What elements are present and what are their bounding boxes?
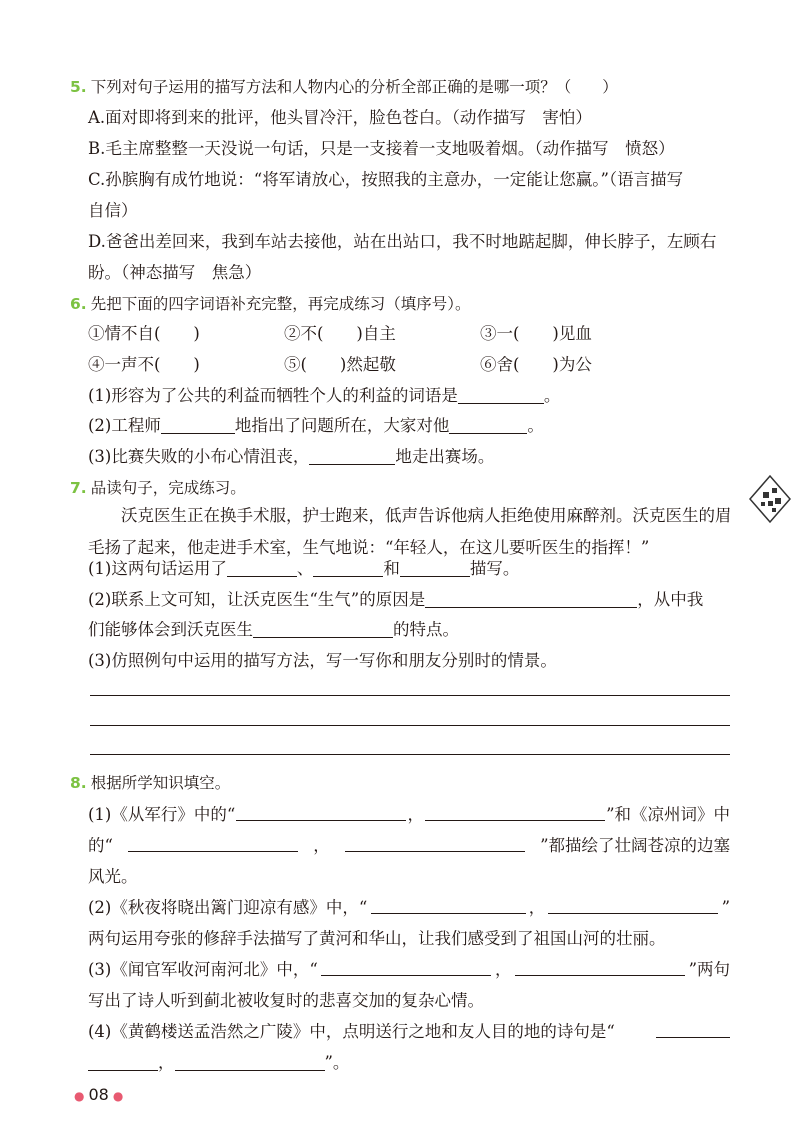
- q7-sub1-end: 描写。: [469, 559, 520, 578]
- q7-sub2-text2: 们能够体会到沃克医生: [88, 620, 253, 639]
- q8-sub1-sep2: ，: [313, 836, 330, 855]
- q7-sub1-sep1: 、: [296, 559, 314, 578]
- q6-option-4: ④一声不( ): [88, 355, 200, 374]
- q5-stem: [70, 75, 618, 99]
- answer-blank[interactable]: [128, 834, 298, 852]
- q6-stem-text: 先把下面的四字词语补充完整，再完成练习（填序号）。: [90, 295, 471, 313]
- q6-sub2-end: 。: [527, 416, 544, 435]
- q7-sub1-text: (1)这两句话运用了: [88, 559, 227, 578]
- answer-blank[interactable]: [371, 896, 526, 914]
- q6-option-2: ②不( )自主: [284, 324, 396, 343]
- q5-option-c-line1: C.孙膑胸有成竹地说：“将军请放心，按照我的主意办，一定能让您赢。”（语言描写: [88, 170, 684, 189]
- q5-option-d-line2: 盼。（神态描写 焦急）: [88, 263, 262, 282]
- q8-sub1-end: ”都描绘了壮阔苍凉的边塞: [540, 836, 730, 855]
- q8-stem: [70, 771, 230, 795]
- q7-sub1: [88, 557, 519, 581]
- answer-blank[interactable]: [449, 416, 527, 434]
- q8-sub3-sep: ，: [494, 960, 512, 979]
- q7-sub2-end: 的特点。: [393, 620, 459, 639]
- answer-blank[interactable]: [321, 958, 491, 976]
- q6-sub3-end: 地走出赛场。: [395, 447, 495, 466]
- q7-stem: [70, 476, 246, 500]
- q6-number: 6.: [70, 295, 87, 313]
- answer-blank[interactable]: [425, 590, 637, 608]
- answer-blank[interactable]: [227, 559, 297, 577]
- qr-code-icon: [748, 474, 792, 524]
- q8-sub1-text2: 的“: [88, 836, 113, 855]
- q5-option-b: B.毛主席整整一天没说一句话，只是一支接着一支地吸着烟。（动作描写 愤怒）: [88, 139, 675, 158]
- q5-option-d-line1: D.爸爸出差回来，我到车站去接他，站在出站口，我不时地踮起脚，伸长脖子，左顾右: [88, 232, 717, 251]
- q6-sub1-text: (1)形容为了公共的利益而牺牲个人的利益的词语是: [88, 386, 458, 405]
- q8-sub2-sep: ，: [528, 898, 546, 917]
- answer-blank[interactable]: [425, 803, 605, 821]
- answer-blank[interactable]: [400, 559, 470, 577]
- q7-stem-text: 品读句子，完成练习。: [90, 479, 246, 497]
- q8-sub3-text: (3)《闻官军收河南河北》中，“: [88, 960, 318, 979]
- q6-sub2-text: (2)工程师: [88, 416, 161, 435]
- answer-blank[interactable]: [345, 834, 525, 852]
- q7-passage: 沃克医生正在换手术服，护士跑来，低声告诉他病人拒绝使用麻醉剂。沃克医生的眉毛扬了起来，他走进手术室，生气地说：“年轻人，在这儿要听医生的指挥！”: [88, 506, 732, 557]
- q8-sub2-line1: [88, 896, 730, 920]
- q8-sub2-quote: ”: [721, 898, 730, 917]
- q6-option-5: ⑤( )然起敬: [284, 355, 396, 374]
- q6-options-row2: [88, 353, 676, 377]
- q5-number: 5.: [70, 78, 87, 96]
- q7-number: 7.: [70, 479, 87, 497]
- q5-option-a: A.面对即将到来的批评，他头冒冷汗，脸色苍白。（动作描写 害怕）: [88, 108, 592, 127]
- answer-blank[interactable]: [253, 620, 393, 638]
- q8-sub4-end: ”。: [324, 1053, 350, 1072]
- q7-sub2-mid: ，从中我: [637, 590, 704, 609]
- writing-line[interactable]: [90, 725, 730, 726]
- writing-line[interactable]: [90, 695, 730, 696]
- q8-number: 8.: [70, 774, 87, 792]
- q8-sub3-line1: [88, 958, 730, 982]
- q5-option-c-line2: 自信）: [88, 201, 138, 220]
- q8-sub1-line1: [88, 803, 730, 827]
- q7-sub2-line2: [88, 618, 459, 642]
- answer-blank[interactable]: [656, 1020, 730, 1038]
- q6-sub3: [88, 445, 494, 469]
- answer-blank[interactable]: [161, 416, 235, 434]
- q7-sub2-line1: [88, 588, 703, 612]
- q6-option-1: ①情不自( ): [88, 324, 200, 343]
- q8-sub4-line2: [88, 1051, 349, 1075]
- page-number-text: 08: [88, 1085, 109, 1104]
- q8-sub1-text: (1)《从军行》中的“: [88, 805, 236, 824]
- writing-line[interactable]: [90, 754, 730, 755]
- q8-stem-text: 根据所学知识填空。: [90, 774, 231, 792]
- q8-sub1-line2: [88, 834, 730, 858]
- answer-blank[interactable]: [175, 1053, 325, 1071]
- q8-sub4-sep: ，: [158, 1053, 175, 1072]
- answer-blank[interactable]: [548, 896, 718, 914]
- answer-blank[interactable]: [88, 1053, 158, 1071]
- answer-blank[interactable]: [309, 447, 395, 465]
- answer-blank[interactable]: [515, 958, 685, 976]
- answer-blank[interactable]: [458, 386, 544, 404]
- dot-icon: ●: [112, 1089, 124, 1103]
- q8-sub1-sep: ，: [407, 805, 424, 824]
- q6-stem: [70, 292, 470, 316]
- answer-blank[interactable]: [236, 803, 406, 821]
- q7-sub3: (3)仿照例句中运用的描写方法，写一写你和朋友分别时的情景。: [88, 651, 557, 670]
- q8-sub1-mid: ”和《凉州词》中: [606, 805, 730, 824]
- q8-sub2-line2: 两句运用夸张的修辞手法描写了黄河和华山，让我们感受到了祖国山河的壮丽。: [88, 929, 666, 948]
- q6-sub1: [88, 384, 560, 408]
- q6-sub1-end: 。: [543, 386, 561, 405]
- q7-sub2-text: (2)联系上文可知，让沃克医生“生气”的原因是: [88, 590, 426, 609]
- dot-icon: ●: [74, 1089, 85, 1103]
- page-number: [70, 1085, 127, 1104]
- q8-sub4-line1: [88, 1020, 730, 1044]
- answer-blank[interactable]: [313, 559, 383, 577]
- q6-sub2-mid: 地指出了问题所在，大家对他: [234, 416, 450, 435]
- q8-sub3-end: ”两句: [688, 960, 730, 979]
- q6-options-row1: [88, 322, 676, 346]
- q6-option-6: ⑥舍( )为公: [480, 355, 592, 374]
- q6-sub3-text: (3)比赛失败的小布心情沮丧，: [88, 447, 310, 466]
- q8-sub1-line3: 风光。: [88, 867, 138, 886]
- q8-sub3-line2: 写出了诗人听到蓟北被收复时的悲喜交加的复杂心情。: [88, 991, 484, 1010]
- q8-sub2-text: (2)《秋夜将晓出篱门迎凉有感》中，“: [88, 898, 368, 917]
- q6-option-3: ③一( )见血: [480, 324, 592, 343]
- q5-stem-text: 下列对句子运用的描写方法和人物内心的分析全部正确的是哪一项？（ ）: [90, 78, 618, 96]
- q6-sub2: [88, 414, 544, 438]
- q8-sub4-text: (4)《黄鹤楼送孟浩然之广陵》中，点明送行之地和友人目的地的诗句是“: [88, 1022, 615, 1041]
- q7-sub1-sep2: 和: [383, 559, 400, 578]
